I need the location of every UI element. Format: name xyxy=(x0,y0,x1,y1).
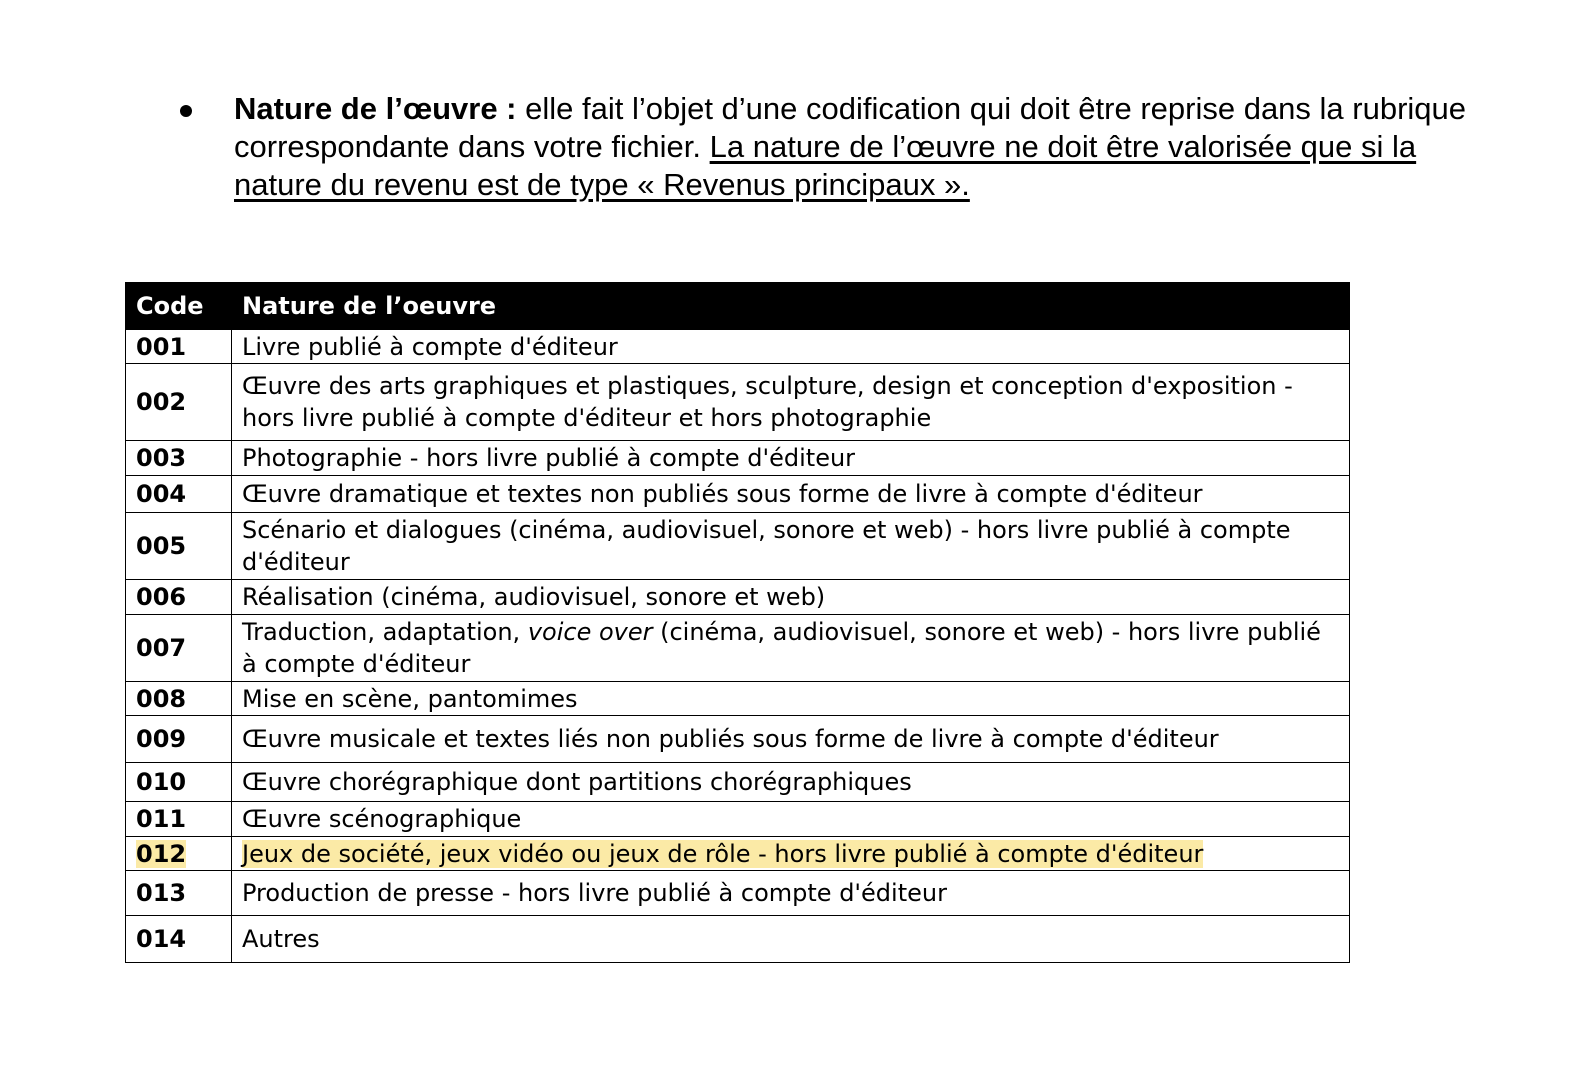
table-row xyxy=(126,441,1350,476)
table-row xyxy=(126,682,1350,716)
intro-label: Nature de l’œuvre : xyxy=(234,91,517,126)
nature-codes-table xyxy=(125,282,1350,963)
row-nature: Œuvre scénographique xyxy=(232,802,1350,837)
table-row xyxy=(126,364,1350,441)
row-code: 001 xyxy=(126,330,232,364)
table-row xyxy=(126,871,1350,916)
row-code: 004 xyxy=(126,476,232,513)
row-nature-pre: Traduction, adaptation, xyxy=(242,618,528,646)
table-row xyxy=(126,513,1350,580)
row-code-highlight: 012 xyxy=(136,839,187,868)
row-code: 005 xyxy=(126,513,232,580)
row-nature: Photographie - hors livre publié à compte d'éditeur xyxy=(232,441,1350,476)
row-nature xyxy=(232,837,1350,871)
row-code: 002 xyxy=(126,364,232,441)
row-nature: Œuvre musicale et textes liés non publiés sous forme de livre à compte d'éditeur xyxy=(232,716,1350,763)
table-row xyxy=(126,476,1350,513)
row-nature: Œuvre dramatique et textes non publiés sous forme de livre à compte d'éditeur xyxy=(232,476,1350,513)
row-nature: Œuvre des arts graphiques et plastiques, sculpture, design et conception d'exposition - hors livre publié à compte d'éditeur et hors photographie xyxy=(232,364,1350,441)
header-code: Code xyxy=(126,283,232,330)
intro-text xyxy=(234,90,1470,204)
row-code: 003 xyxy=(126,441,232,476)
row-nature: Scénario et dialogues (cinéma, audiovisuel, sonore et web) - hors livre publié à compte d'éditeur xyxy=(232,513,1350,580)
row-nature: Production de presse - hors livre publié à compte d'éditeur xyxy=(232,871,1350,916)
row-code: 014 xyxy=(126,916,232,963)
row-code: 008 xyxy=(126,682,232,716)
table-row xyxy=(126,763,1350,802)
table-header-row xyxy=(126,283,1350,330)
table-row xyxy=(126,580,1350,615)
table-row xyxy=(126,916,1350,963)
row-code: 009 xyxy=(126,716,232,763)
row-code: 013 xyxy=(126,871,232,916)
bullet-paragraph xyxy=(180,90,1470,204)
row-nature xyxy=(232,615,1350,682)
row-nature: Réalisation (cinéma, audiovisuel, sonore et web) xyxy=(232,580,1350,615)
header-nature: Nature de l’oeuvre xyxy=(232,283,1350,330)
row-nature: Mise en scène, pantomimes xyxy=(232,682,1350,716)
row-nature: Autres xyxy=(232,916,1350,963)
table-row xyxy=(126,330,1350,364)
table-row xyxy=(126,716,1350,763)
table-row xyxy=(126,802,1350,837)
table-row-highlighted xyxy=(126,837,1350,871)
row-nature-italic: voice over xyxy=(527,618,653,646)
row-nature: Livre publié à compte d'éditeur xyxy=(232,330,1350,364)
row-code: 006 xyxy=(126,580,232,615)
row-code xyxy=(126,837,232,871)
row-nature: Œuvre chorégraphique dont partitions chorégraphiques xyxy=(232,763,1350,802)
row-code: 007 xyxy=(126,615,232,682)
row-code: 010 xyxy=(126,763,232,802)
intro-underlined-note: La nature de l’œuvre ne doit être valorisée que si la nature du revenu est de type « Revenus principaux ». xyxy=(234,129,1417,202)
row-nature-post: (cinéma, audiovisuel, sonore et web) - hors livre publié à compte d'éditeur xyxy=(242,618,1321,678)
intro-body: elle fait l’objet d’une codification qui doit être reprise dans la rubrique correspondante dans votre fichier. xyxy=(234,91,1467,164)
row-code: 011 xyxy=(126,802,232,837)
row-nature-highlight: Jeux de société, jeux vidéo ou jeux de rôle - hors livre publié à compte d'éditeur xyxy=(242,839,1204,868)
bullet-icon xyxy=(180,105,192,117)
table-row xyxy=(126,615,1350,682)
